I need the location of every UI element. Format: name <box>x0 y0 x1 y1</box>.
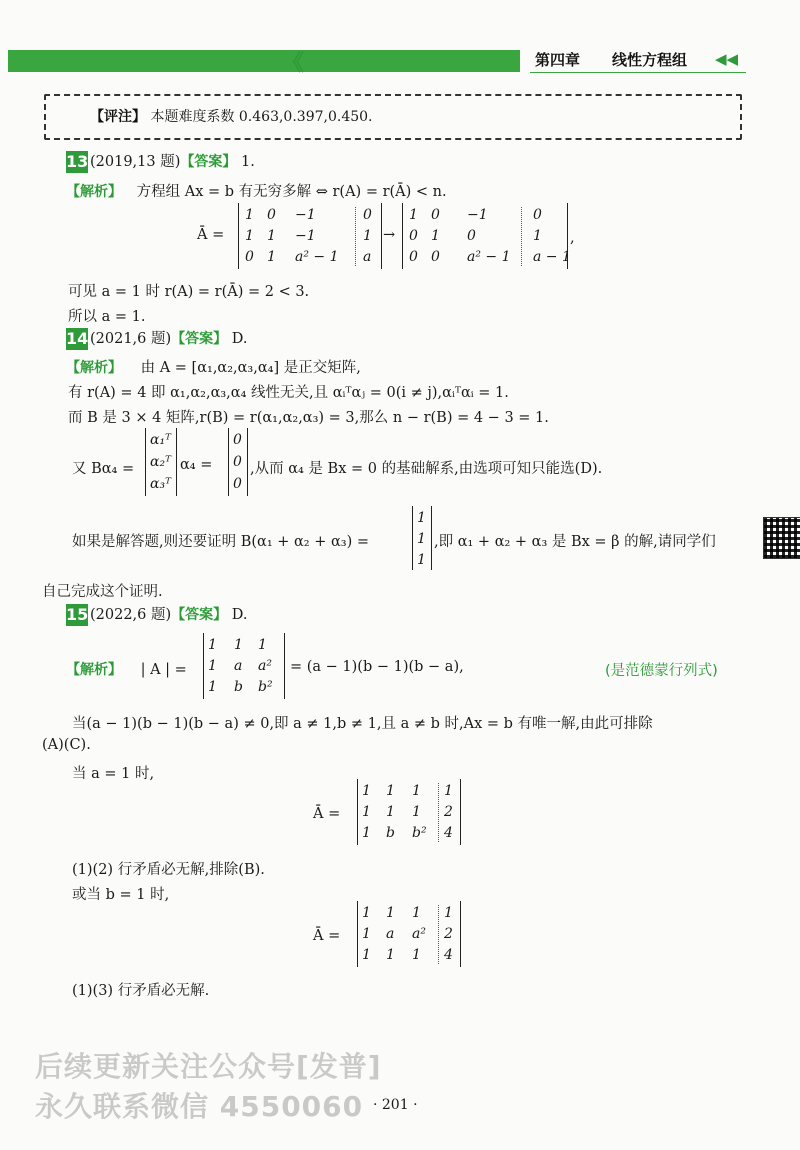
q13-m2-cell: 1 <box>409 207 418 223</box>
q14-line5-pre: 如果是解答题,则还要证明 B(α₁ + α₂ + α₃) = <box>72 534 369 550</box>
chevron-right-icon: ◀◀ <box>715 50 739 68</box>
q15-det-cell: 1 <box>208 679 217 695</box>
q14-bt-cell: α₃ᵀ <box>150 476 171 492</box>
remark-text: 本题难度系数 0.463,0.397,0.450. <box>150 109 373 125</box>
q14-one-cell: 1 <box>417 552 426 568</box>
q14-analysis-line <box>66 356 361 377</box>
q13-m2-cell: 0 <box>409 249 418 265</box>
q13-line1: 方程组 Ax = b 有无穷多解 ⇔ r(A) = r(Ā) < n. <box>136 184 447 200</box>
q13-analysis-line <box>66 180 447 201</box>
q15-answer-label: 【答案】 <box>171 607 228 623</box>
q13-m1-cell: −1 <box>295 228 316 244</box>
q15-mA-lhs: Ā = <box>313 806 341 822</box>
q13-line2: 可见 a = 1 时 r(A) = r(Ā) = 2 < 3. <box>68 284 310 300</box>
q14-number: 14 <box>66 329 89 348</box>
q13-number: 13 <box>66 152 89 171</box>
q15-mb-separator <box>438 905 439 964</box>
q15-line3: 当 a = 1 时, <box>72 766 155 782</box>
header-underline <box>530 72 746 73</box>
qr-code-icon <box>763 517 800 559</box>
q13-source: (2019,13 题) <box>90 154 181 170</box>
q15-line6: (1)(3) 行矛盾必无解. <box>72 983 210 999</box>
q13-answer: 1. <box>241 154 255 170</box>
q14-matrix-zeros <box>228 428 248 496</box>
q14-line4-pre: 又 Bα₄ = <box>72 461 135 477</box>
q15-ma-cell: b² <box>412 825 427 841</box>
q15-mb-cell: 2 <box>444 926 453 942</box>
q13-line3: 所以 a = 1. <box>68 309 146 325</box>
q14-answer: D. <box>231 331 248 347</box>
q15-line5: 或当 b = 1 时, <box>72 887 170 903</box>
section-title: 线性方程组 <box>612 51 688 69</box>
q13-m1-cell: 0 <box>245 249 254 265</box>
q15-line1: 当(a − 1)(b − 1)(b − a) ≠ 0,即 a ≠ 1,b ≠ 1,且 a ≠ b 时,Ax = b 有唯一解,由此可排除 <box>72 716 653 732</box>
q14-one-cell: 1 <box>417 510 426 526</box>
q13-matrix-2 <box>402 203 571 269</box>
q15-ma-cell: 4 <box>444 825 453 841</box>
q13-analysis-label: 【解析】 <box>66 184 122 200</box>
q15-number: 15 <box>66 605 89 624</box>
watermark-line1: 后续更新关注公众号[发普] <box>35 1050 382 1083</box>
q15-line4: (1)(2) 行矛盾必无解,排除(B). <box>72 862 265 878</box>
q13-m1-cell: 1 <box>245 207 254 223</box>
q13-m1-cell: 1 <box>267 249 276 265</box>
q14-heading <box>66 327 248 350</box>
q14-line1: 由 A = [α₁,α₂,α₃,α₄] 是正交矩阵, <box>140 360 361 376</box>
q13-m1-cell: −1 <box>295 207 316 223</box>
q14-zero-cell: 0 <box>233 476 242 492</box>
page-number: · 201 · <box>373 1097 418 1113</box>
q15-ma-cell: 1 <box>412 783 421 799</box>
q15-mb-cell: a² <box>412 926 426 942</box>
q15-det-cell: 1 <box>208 658 217 674</box>
q15-det-cell: 1 <box>258 637 267 653</box>
q14-bt-cell: α₂ᵀ <box>150 454 171 470</box>
q13-tail: , <box>570 230 575 246</box>
q15-mb-cell: 1 <box>412 947 421 963</box>
q15-ma-cell: b <box>386 825 395 841</box>
q14-line2: 有 r(A) = 4 即 α₁,α₂,α₃,α₄ 线性无关,且 αᵢᵀαⱼ = 0(i ≠ j),αᵢᵀαᵢ = 1. <box>68 385 509 401</box>
q14-analysis-label: 【解析】 <box>66 360 122 376</box>
q13-m1-cell: 0 <box>363 207 372 223</box>
q14-answer-label: 【答案】 <box>171 331 228 347</box>
q15-ma-cell: 1 <box>386 804 395 820</box>
q13-heading <box>66 150 255 173</box>
q13-m2-cell: 1 <box>533 228 542 244</box>
remark-label: 【评注】 <box>90 109 146 125</box>
q13-matrix-lhs: Ā = <box>197 227 225 243</box>
q13-m1-cell: 1 <box>363 228 372 244</box>
q15-mb-cell: 1 <box>412 905 421 921</box>
q13-m1-cell: 0 <box>267 207 276 223</box>
q15-determinant <box>203 633 285 699</box>
q15-ma-cell: 1 <box>444 783 453 799</box>
q15-ma-cell: 1 <box>412 804 421 820</box>
q15-ma-cell: 1 <box>362 825 371 841</box>
q14-zero-cell: 0 <box>233 454 242 470</box>
q14-source: (2021,6 题) <box>90 331 172 347</box>
q15-det-cell: 1 <box>208 637 217 653</box>
q13-m1-separator <box>355 207 356 266</box>
q15-det-cell: 1 <box>234 637 243 653</box>
q14-line4-post: ,从而 α₄ 是 Bx = 0 的基础解系,由选项可知只能选(D). <box>250 461 603 477</box>
q13-m1-cell: a <box>363 249 372 265</box>
q13-m1-cell: a² − 1 <box>295 249 339 265</box>
chapter-title: 第四章 <box>535 51 581 69</box>
q15-ma-cell: 1 <box>386 783 395 799</box>
q15-ma-cell: 2 <box>444 804 453 820</box>
q15-note: (是范德蒙行列式) <box>605 663 718 679</box>
q13-m2-cell: 0 <box>431 207 440 223</box>
q13-m2-cell: 0 <box>409 228 418 244</box>
q15-mb-cell: 1 <box>386 905 395 921</box>
q13-m2-separator <box>521 207 522 266</box>
q14-matrix-bt <box>145 428 177 496</box>
q15-det-cell: a <box>234 658 243 674</box>
q15-matrix-a1 <box>357 779 461 845</box>
q15-ma-cell: 1 <box>362 783 371 799</box>
q15-mB-lhs: Ā = <box>313 928 341 944</box>
watermark-line2: 永久联系微信 4550060 <box>35 1090 364 1123</box>
q15-source: (2022,6 题) <box>90 607 172 623</box>
q13-matrix-1 <box>238 203 382 269</box>
q14-line6: 自己完成这个证明. <box>42 584 163 600</box>
q15-mb-cell: 1 <box>444 905 453 921</box>
q15-det-rhs: = (a − 1)(b − 1)(b − a), <box>290 659 464 675</box>
q14-line4-mid: α₄ = <box>180 457 213 473</box>
q15-mb-cell: a <box>386 926 395 942</box>
q13-m2-cell: a² − 1 <box>467 249 511 265</box>
q15-ma-separator <box>438 783 439 842</box>
q13-m2-cell: a − 1 <box>533 249 571 265</box>
q13-m2-cell: 0 <box>431 249 440 265</box>
q14-bt-cell: α₁ᵀ <box>150 432 171 448</box>
q15-det-cell: b <box>234 679 243 695</box>
q15-matrix-b1 <box>357 901 461 967</box>
remark-line <box>90 106 373 126</box>
q15-det-cell: b² <box>258 679 273 695</box>
q15-mb-cell: 1 <box>362 947 371 963</box>
q13-m2-cell: −1 <box>467 207 488 223</box>
q15-det-cell: a² <box>258 658 272 674</box>
q13-m1-cell: 1 <box>267 228 276 244</box>
q15-mb-cell: 4 <box>444 947 453 963</box>
q14-matrix-ones <box>412 506 432 570</box>
q14-line3: 而 B 是 3 × 4 矩阵,r(B) = r(α₁,α₂,α₃) = 3,那么 n − r(B) = 4 − 3 = 1. <box>68 410 549 426</box>
q15-mb-cell: 1 <box>362 905 371 921</box>
q13-m2-cell: 1 <box>431 228 440 244</box>
q15-mb-cell: 1 <box>386 947 395 963</box>
q14-zero-cell: 0 <box>233 432 242 448</box>
q14-line5-post: ,即 α₁ + α₂ + α₃ 是 Bx = β 的解,请同学们 <box>434 534 716 550</box>
q15-det-lhs: | A | = <box>140 662 187 678</box>
q15-answer: D. <box>231 607 248 623</box>
q15-analysis-label: 【解析】 <box>66 662 122 678</box>
q13-m2-cell: 0 <box>467 228 476 244</box>
q15-line2: (A)(C). <box>42 737 91 753</box>
q15-analysis-line <box>66 659 187 679</box>
q15-mb-cell: 1 <box>362 926 371 942</box>
q15-ma-cell: 1 <box>362 804 371 820</box>
q14-one-cell: 1 <box>417 531 426 547</box>
q13-m1-cell: 1 <box>245 228 254 244</box>
q13-answer-label: 【答案】 <box>180 154 237 170</box>
chevron-left-icon: 《 <box>282 51 305 76</box>
q13-arrow: → <box>383 227 396 243</box>
q15-heading <box>66 603 248 626</box>
q13-m2-cell: 0 <box>533 207 542 223</box>
